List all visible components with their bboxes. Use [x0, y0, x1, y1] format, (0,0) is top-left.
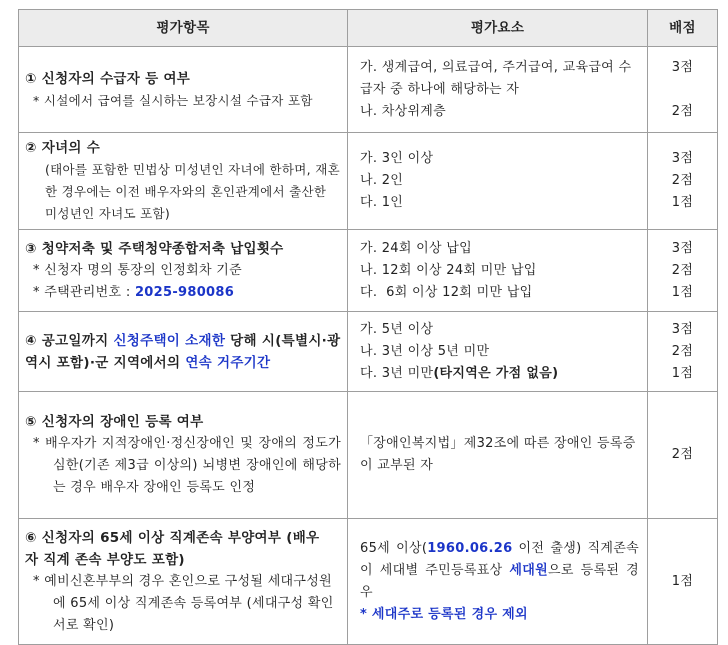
score-cell	[648, 133, 718, 230]
element-line: 가. 5년 이상	[360, 321, 434, 337]
header-element: 평가요소	[348, 10, 648, 47]
score-value: 2점	[671, 173, 694, 188]
score-cell	[648, 519, 718, 645]
element-part: 으로 등록된 경우	[360, 562, 639, 600]
item-title	[25, 330, 341, 374]
score-cell	[648, 47, 718, 133]
element-line: 나. 2인	[360, 173, 404, 188]
score-cell	[648, 230, 718, 312]
score-value: 1점	[671, 365, 694, 381]
title-highlight: 연속 거주기간	[185, 354, 271, 371]
item-cell	[19, 519, 348, 645]
scoring-table	[18, 9, 718, 645]
table-row	[19, 133, 718, 230]
score-value: 3점	[671, 59, 694, 75]
element-note: * 세대주로 등록된 경우 제외	[360, 606, 528, 622]
element-line: 가. 생계급여, 의료급여, 주거급여, 교육급여 수급자 중 하나에 해당하는 자	[360, 59, 632, 97]
element-line: 나. 12회 이상 24회 미만 납입	[360, 262, 537, 278]
item-cell	[19, 312, 348, 392]
table-row	[19, 519, 718, 645]
score-value: 1점	[671, 195, 694, 210]
element-text	[360, 538, 639, 604]
table-row	[19, 230, 718, 312]
item-note: (태아를 포함한 민법상 미성년인 자녀에 한하며, 재혼한 경우에는 이전 배우자와의 혼인관계에서 출산한 미성년인 자녀도 포함)	[45, 162, 340, 221]
title-part: 당해 시(특별시·광역시 포함)·군 지역에서의	[25, 332, 341, 371]
header-score: 배점	[648, 10, 718, 47]
housing-number-label: * 주택관리번호 :	[33, 284, 135, 300]
table-row	[19, 47, 718, 133]
element-cell	[348, 519, 648, 645]
item-title: ⑤ 신청자의 장애인 등록 여부	[25, 414, 204, 430]
item-note	[25, 282, 341, 304]
score-value: 2점	[671, 343, 694, 359]
element-cell	[348, 133, 648, 230]
element-line: 나. 3년 이상 5년 미만	[360, 343, 490, 359]
score-value: 2점	[671, 447, 694, 462]
score-value: 3점	[671, 321, 694, 337]
title-part: ④ 공고일까지	[25, 332, 114, 349]
score-value: 2점	[671, 262, 694, 278]
score-value: 1점	[671, 573, 694, 589]
item-cell	[19, 392, 348, 519]
title-highlight: 신청주택이 소재한	[113, 332, 226, 349]
item-title: ⑥ 신청자의 65세 이상 직계존속 부양여부 (배우자 직계 존속 부양도 포함)	[25, 529, 320, 568]
element-cell	[348, 47, 648, 133]
item-title: ② 자녀의 수	[25, 140, 101, 156]
item-note: * 시설에서 급여를 실시하는 보장시설 수급자 포함	[33, 92, 313, 108]
item-note: * 예비신혼부부의 경우 혼인으로 구성될 세대구성원에 65세 이상 직계존속 등록여부 (세대구성 확인서로 확인)	[33, 573, 334, 633]
score-cell	[648, 312, 718, 392]
element-part: 65세 이상(	[360, 540, 428, 556]
housing-number-value: 2025-980086	[134, 284, 235, 300]
element-text: 「장애인복지법」제32조에 따른 장애인 등록증이 교부된 자	[360, 436, 636, 473]
item-cell	[19, 133, 348, 230]
item-note: * 신청자 명의 통장의 인정회차 기준	[33, 262, 242, 278]
element-part: 이전 출생) 직계존속이 세대별 주민등록표상	[360, 540, 639, 578]
score-cell	[648, 392, 718, 519]
element-line: 나. 차상위계층	[360, 103, 447, 119]
element-line	[360, 363, 639, 385]
element-emphasis: (타지역은 가점 없음)	[433, 365, 559, 381]
element-line: 다. 6회 이상 12회 미만 납입	[360, 284, 533, 300]
item-cell	[19, 230, 348, 312]
score-value: 2점	[671, 103, 694, 119]
item-title: ③ 청약저축 및 주택청약종합저축 납입횟수	[25, 240, 284, 257]
element-line: 가. 3인 이상	[360, 151, 434, 166]
household-member: 세대원	[509, 562, 548, 578]
element-cell	[348, 230, 648, 312]
header-item: 평가항목	[19, 10, 348, 47]
table-row	[19, 312, 718, 392]
element-cell	[348, 392, 648, 519]
score-value: 1점	[671, 284, 694, 300]
table-row	[19, 392, 718, 519]
item-title: ① 신청자의 수급자 등 여부	[25, 70, 191, 87]
score-value: 3점	[671, 240, 694, 256]
element-line: 가. 24회 이상 납입	[360, 240, 473, 256]
element-line: 다. 1인	[360, 195, 404, 210]
item-note: * 배우자가 지적장애인·정신장애인 및 장애의 정도가 심한(기존 제3급 이상의) 뇌병변 장애인에 해당하는 경우 배우자 장애인 등록도 인정	[33, 436, 341, 495]
element-part: 다. 3년 미만	[360, 365, 434, 381]
score-value: 3점	[671, 151, 694, 166]
element-cell	[348, 312, 648, 392]
birth-date: 1960.06.26	[427, 540, 513, 556]
item-cell	[19, 47, 348, 133]
table-header-row	[19, 10, 718, 47]
